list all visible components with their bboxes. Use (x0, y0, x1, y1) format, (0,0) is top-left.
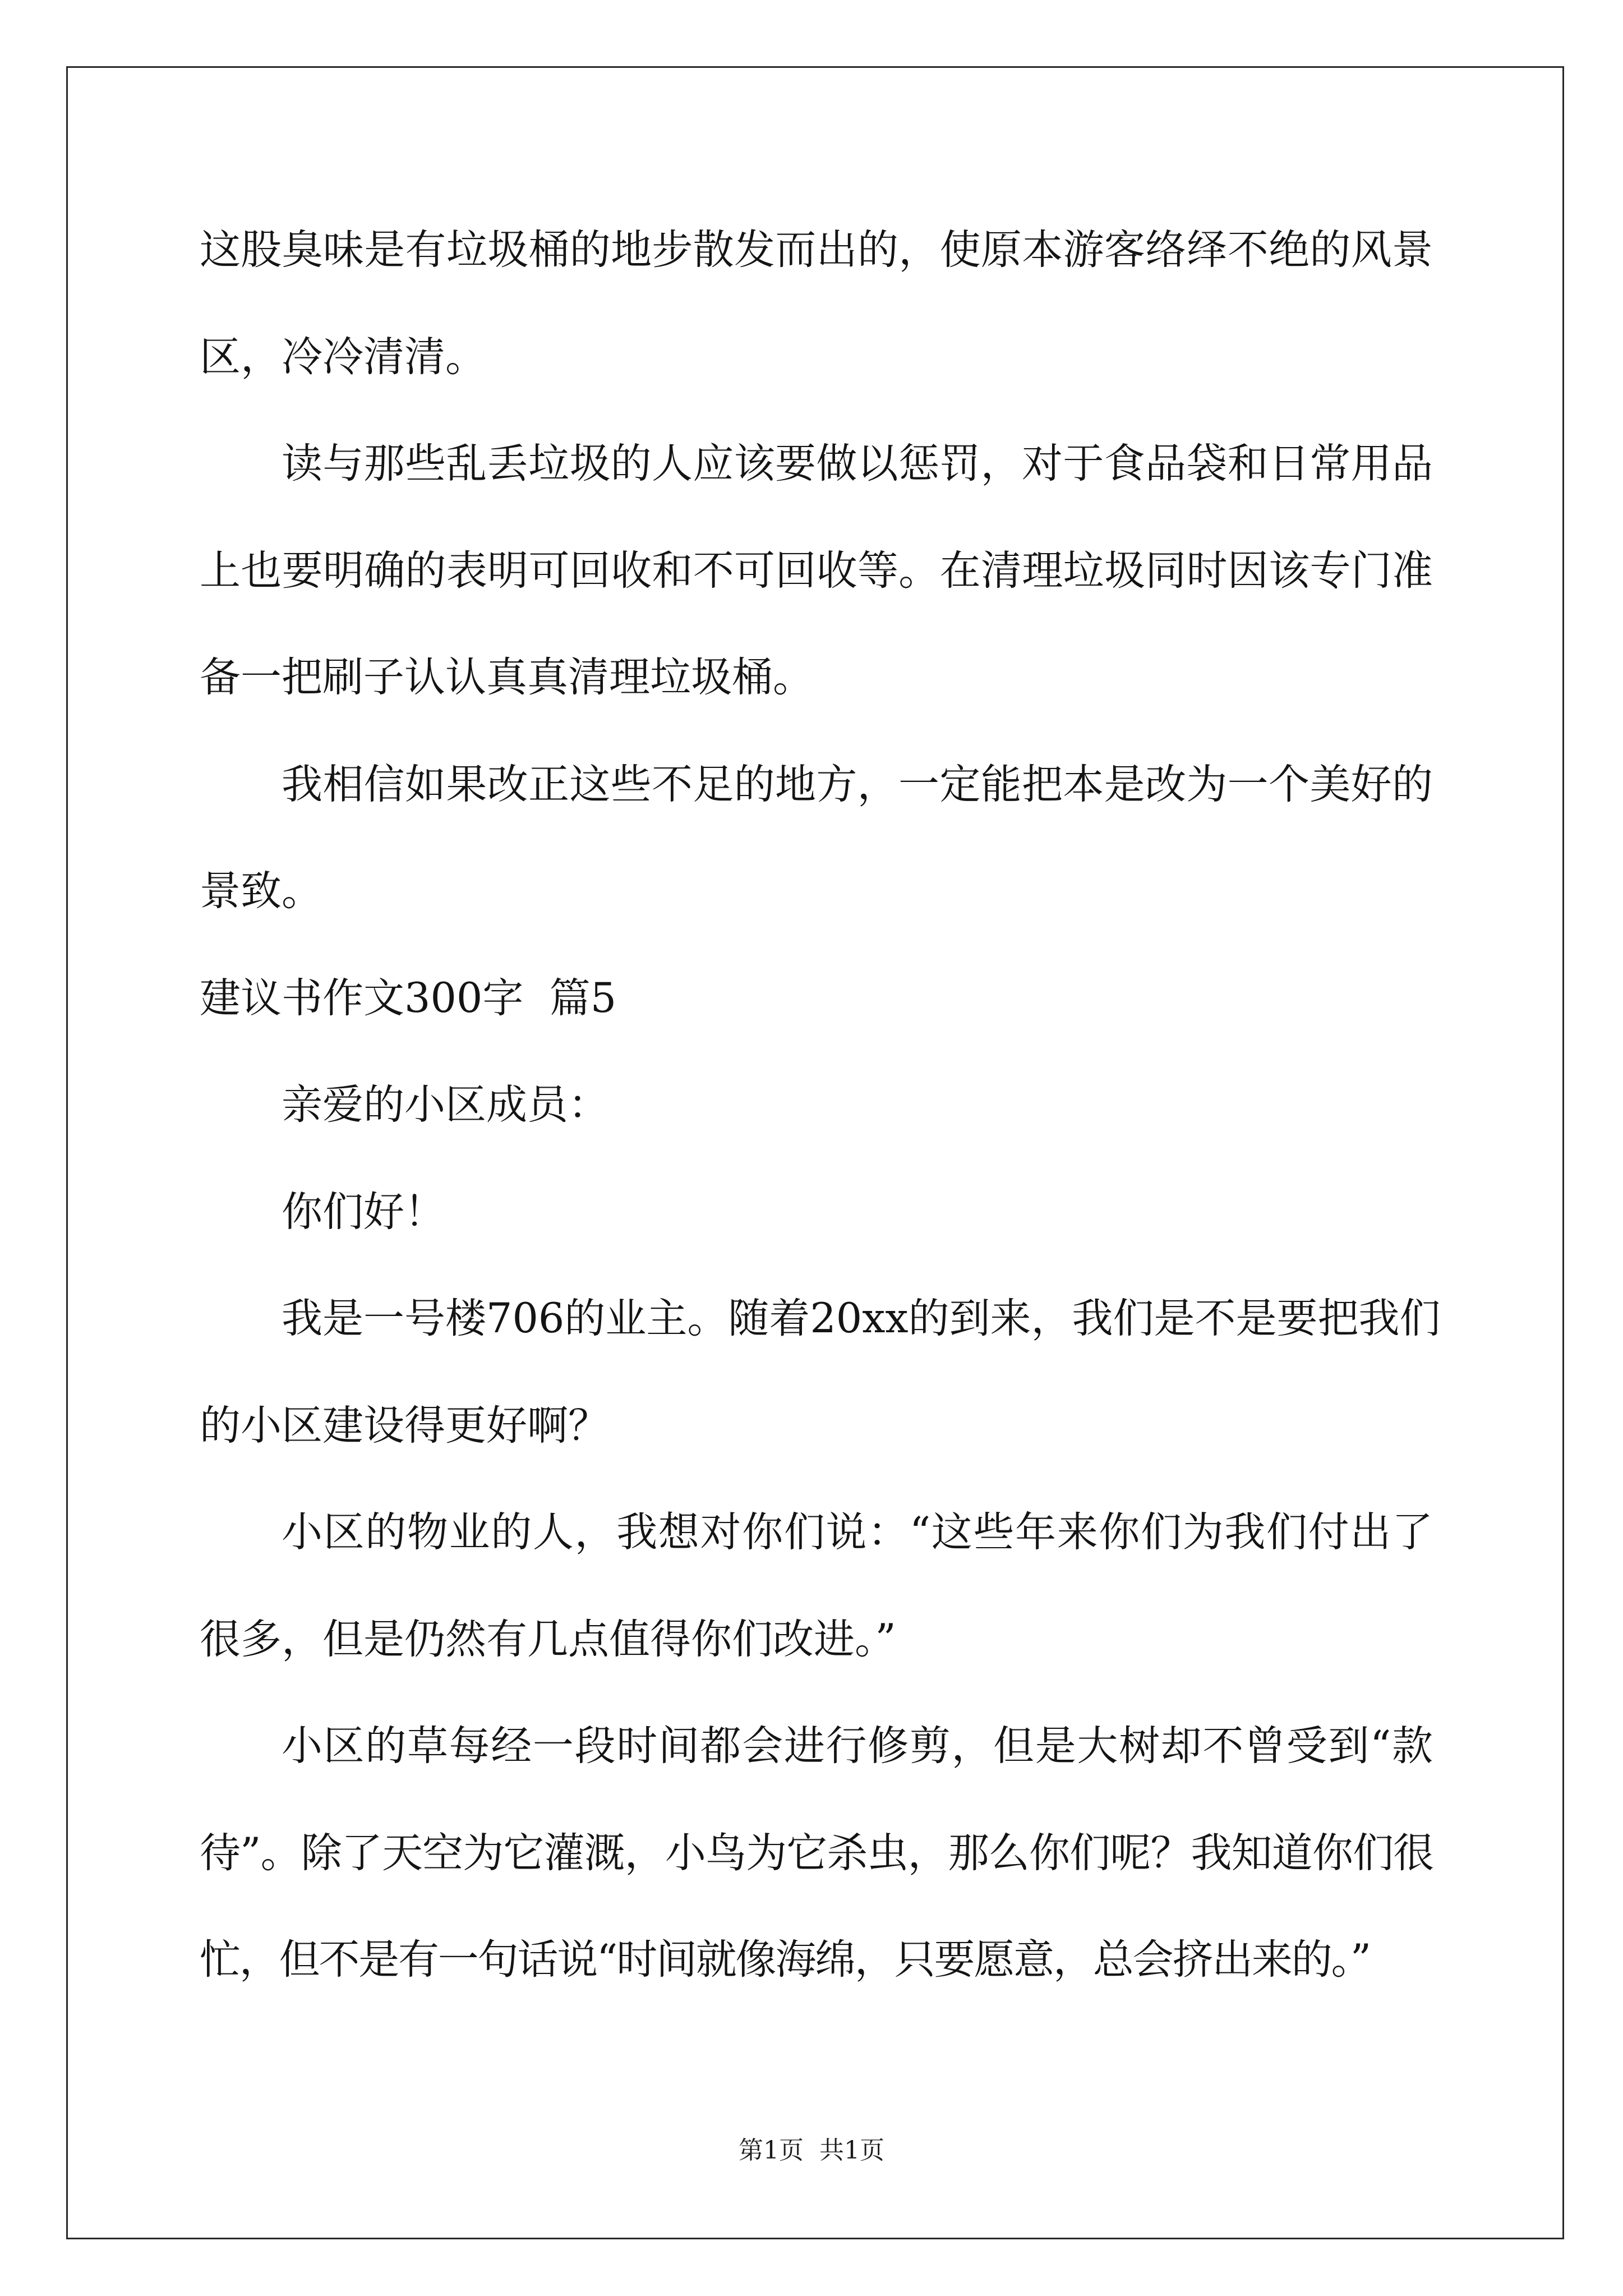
paragraph (200, 1266, 1441, 1479)
text-line: 我是一号楼706的业主。随着20xx的到来，我们是不是要把我们 (282, 1295, 1441, 1342)
paragraph (200, 731, 1433, 945)
paragraph (200, 1693, 1433, 2014)
text-line: 的小区建设得更好啊？ (200, 1401, 609, 1450)
text-line: 待”。除了天空为它灌溉，小鸟为它杀虫，那么你们呢？我知道你们很 (200, 1829, 1433, 1877)
text-line: 忙，但不是有一句话说“时间就像海绵，只要愿意，总会挤出来的。” (200, 1936, 1370, 1984)
text-line: 景致。 (200, 867, 322, 915)
paragraph-salutation (200, 1052, 1433, 1159)
text-line: 小区的物业的人，我想对你们说：“这些年来你们为我们付出了 (282, 1508, 1433, 1556)
text-line: 读与那些乱丢垃圾的人应该要做以惩罚，对于食品袋和日常用品 (282, 440, 1433, 487)
document-body (200, 197, 1441, 2014)
text-line: 很多，但是仍然有几点值得你们改进。” (200, 1615, 896, 1663)
text-line: 小区的草每经一段时间都会进行修剪，但是大树却不曾受到“款 (282, 1722, 1433, 1770)
paragraph (200, 411, 1433, 731)
paragraph (200, 197, 1433, 411)
text-line: 我相信如果改正这些不足的地方，一定能把本是改为一个美好的 (282, 760, 1433, 808)
paragraph (200, 1479, 1433, 1693)
text-line: 亲爱的小区成员： (282, 1081, 609, 1129)
paragraph-greeting (200, 1159, 1433, 1266)
page-number-footer: 第1页 共1页 (739, 2136, 884, 2165)
text-line: 上也要明确的表明可回收和不可回收等。在清理垃圾同时因该专门准 (200, 546, 1433, 595)
section-heading: 建议书作文300字 篇5 (200, 974, 617, 1022)
text-line: 你们好！ (282, 1188, 445, 1236)
text-line: 这股臭味是有垃圾桶的地步散发而出的，使原本游客络绎不绝的风景 (200, 226, 1433, 274)
text-line: 区，冷冷清清。 (200, 333, 486, 381)
text-line: 备一把刷子认认真真清理垃圾桶。 (200, 654, 814, 701)
